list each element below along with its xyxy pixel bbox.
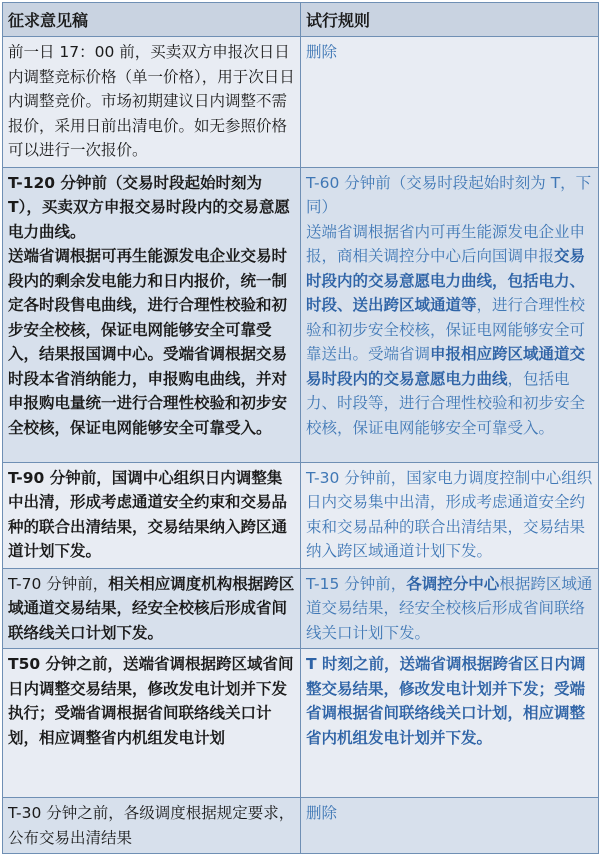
draft-paragraph: 送端省调根据可再生能源发电企业交易时段内的剩余发电能力和日内报价，统一制定各时段售电曲线，进行合理性校验和初步安全校核，保证电网能够安全可靠受入，结果报国调中心。受端省调根据交易时段本省消纳能力，申报购电曲线，并对申报购电量统一进行合理性校验和初步安全校核，保证电网能够安全可靠受入。 [8,247,288,437]
table-row [3,167,599,462]
rule-cell: T-30 分钟前，国家电力调度控制中心组织日内交易集中出清，形成考虑通道安全约束和交易品种的联合出清结果，交易结果纳入跨区域通道计划下发。 [301,462,599,568]
comparison-table [2,2,599,854]
header-trial-rules: 试行规则 [301,3,599,37]
draft-cell [3,568,301,649]
table-row [3,462,599,568]
table-row [3,649,599,798]
table-row [3,798,599,854]
draft-cell [3,167,301,462]
rule-text-bold: 申报相应跨区域通道交易时段内的交易意愿电力曲线 [306,345,586,388]
rule-text-bold: 各调控分中心 [406,574,500,593]
rule-text: ，包括电力、时段等，进行合理性校验和初步安全校核，保证电网能够安全可靠受入。 [306,369,586,437]
draft-text: T50 分钟之前，送端省调根据跨区域省间日内调整交易结果，修改发电计划并下发执行；受端省调根据省间联络线关口计划，相应调整省内机组发电计划 [8,655,294,747]
rule-text: ，进行合理性校验和初步安全校核，保证电网能够安全可靠送出。受端省调 [306,296,586,364]
rule-text: 送端省调根据省内可再生能源发电企业申报，商相关调控分中心后向国调申报 [306,222,586,266]
table-row [3,568,599,649]
rule-paragraph: T-60 分钟前（交易时段起始时刻为 T，下同） [306,173,592,217]
draft-text: T-70 分钟前， [8,574,109,593]
rule-cell: 删除 [301,37,599,168]
rule-text: T-15 分钟前， [306,574,407,593]
draft-text-bold: 相关相应调度机构根据跨区域通道交易结果，经安全校核后形成省间联络线关口计划下发。 [8,574,295,642]
rule-cell [301,568,599,649]
draft-paragraph: T-120 分钟前（交易时段起始时刻为T），买卖双方申报交易时段内的交易意愿电力曲线。 [8,173,290,241]
draft-cell [3,462,301,568]
rule-text-bold: 交易时段内的交易意愿电力曲线，包括电力、时段、送出跨区域通道等 [306,247,586,315]
draft-cell: T-30 分钟之前，各级调度根据规定要求，公布交易出清结果 [3,798,301,854]
rule-text: 根据跨区域通道交易结果，经安全校核后形成省间联络线关口计划下发。 [306,574,593,642]
table-row [3,37,599,168]
table-header-row [3,3,599,37]
rule-text-bold: T 时刻之前，送端省调根据跨省区日内调整交易结果，修改发电计划并下发；受端省调根据省间联络线关口计划，相应调整省内机组发电计划并下发。 [306,655,586,747]
header-draft: 征求意见稿 [3,3,301,37]
draft-cell: 前一日 17：00 前，买卖双方申报次日日内调整竞标价格（单一价格），用于次日日内调整竞价。市场初期建议日内调整不需报价，采用日前出清电价。如无参照价格可以进行一次报价。 [3,37,301,168]
rule-cell: 删除 [301,798,599,854]
rule-cell [301,649,599,798]
rule-cell [301,167,599,462]
draft-text: T-90 分钟前，国调中心组织日内调整集中出清，形成考虑通道安全约束和交易品种的联合出清结果，交易结果纳入跨区通道计划下发。 [8,468,288,561]
draft-cell [3,649,301,798]
